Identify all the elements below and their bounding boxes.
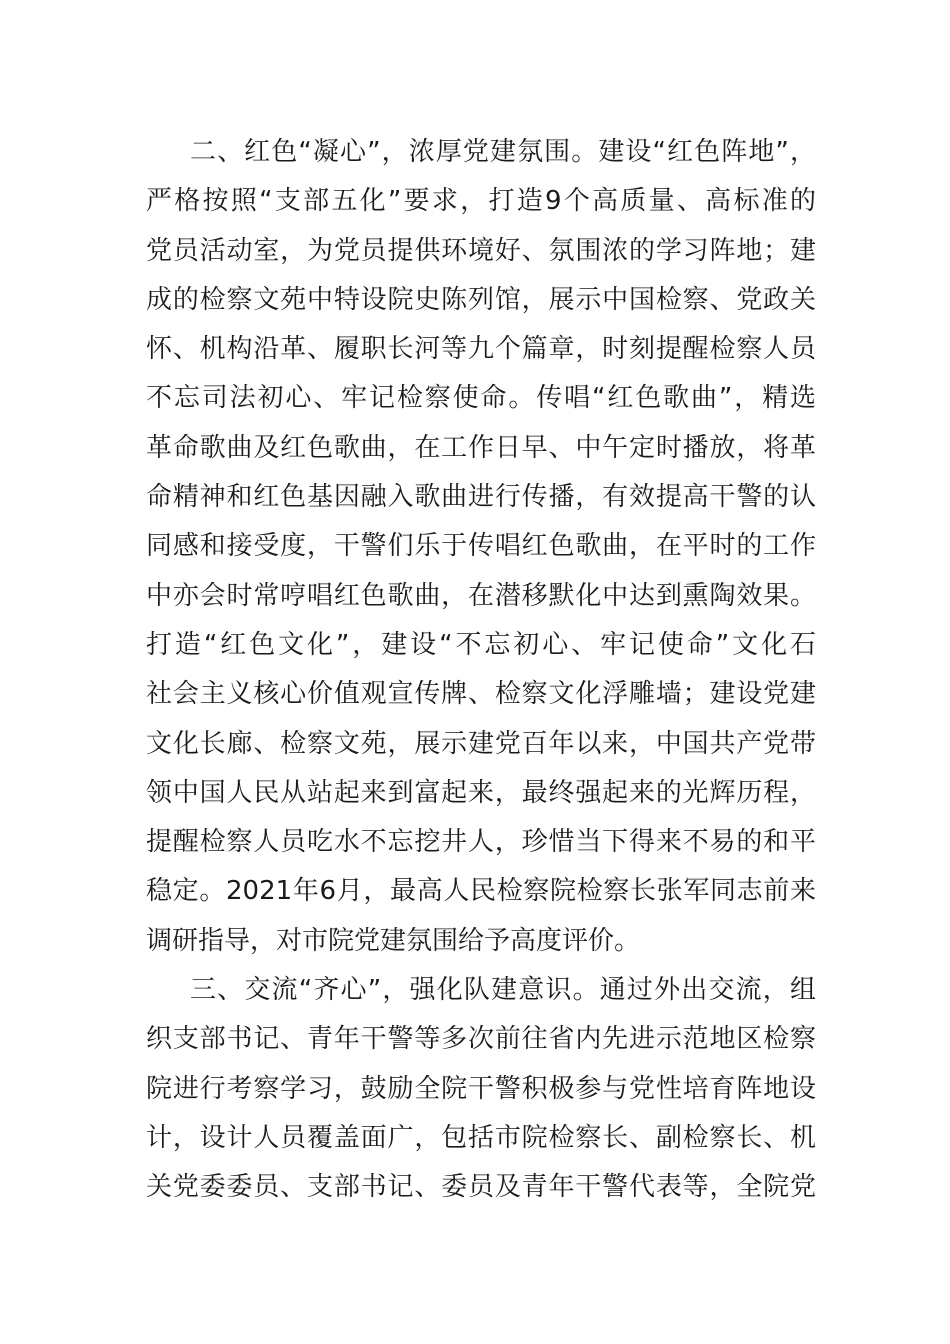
text-line: 三、交流“齐心”，强化队建意识。通过外出交流，组 [190, 975, 816, 1006]
text-line: 怀、机构沿革、履职长河等九个篇章，时刻提醒检察人员 [146, 334, 816, 365]
text-line: 命精神和红色基因融入歌曲进行传播，有效提高干警的认 [146, 482, 816, 513]
text-line: 同感和接受度，干警们乐于传唱红色歌曲，在平时的工作 [146, 531, 816, 562]
text-line: 调研指导，对市院党建氛围给予高度评价。 [146, 925, 641, 956]
text-line: 不忘司法初心、牢记检察使命。传唱“红色歌曲”，精选 [146, 383, 816, 414]
text-line: 严格按照“支部五化”要求，打造9个高质量、高标准的 [146, 186, 816, 217]
text-line: 二、红色“凝心”，浓厚党建氛围。建设“红色阵地”， [190, 137, 816, 167]
text-line: 计，设计人员覆盖面广，包括市院检察长、副检察长、机 [146, 1122, 816, 1153]
body-text [146, 128, 816, 1213]
text-line: 革命歌曲及红色歌曲，在工作日早、中午定时播放，将革 [146, 432, 816, 463]
text-line: 织支部书记、青年干警等多次前往省内先进示范地区检察 [146, 1024, 816, 1055]
text-line: 成的检察文苑中特设院史陈列馆，展示中国检察、党政关 [146, 284, 816, 315]
text-line: 领中国人民从站起来到富起来，最终强起来的光辉历程， [146, 777, 816, 808]
text-line: 关党委委员、支部书记、委员及青年干警代表等，全院党 [146, 1172, 816, 1203]
text-line: 院进行考察学习，鼓励全院干警积极参与党性培育阵地设 [146, 1073, 816, 1104]
text-line: 党员活动室，为党员提供环境好、氛围浓的学习阵地；建 [146, 235, 816, 266]
text-line: 稳定。2021年6月，最高人民检察院检察长张军同志前来 [146, 876, 816, 907]
text-line: 提醒检察人员吃水不忘挖井人，珍惜当下得来不易的和平 [146, 827, 816, 858]
text-line: 打造“红色文化”，建设“不忘初心、牢记使命”文化石 [146, 629, 816, 660]
text-line: 文化长廊、检察文苑，展示建党百年以来，中国共产党带 [146, 728, 816, 759]
text-line: 中亦会时常哼唱红色歌曲，在潜移默化中达到熏陶效果。 [146, 580, 816, 611]
text-line: 社会主义核心价值观宣传牌、检察文化浮雕墙；建设党建 [146, 679, 816, 710]
